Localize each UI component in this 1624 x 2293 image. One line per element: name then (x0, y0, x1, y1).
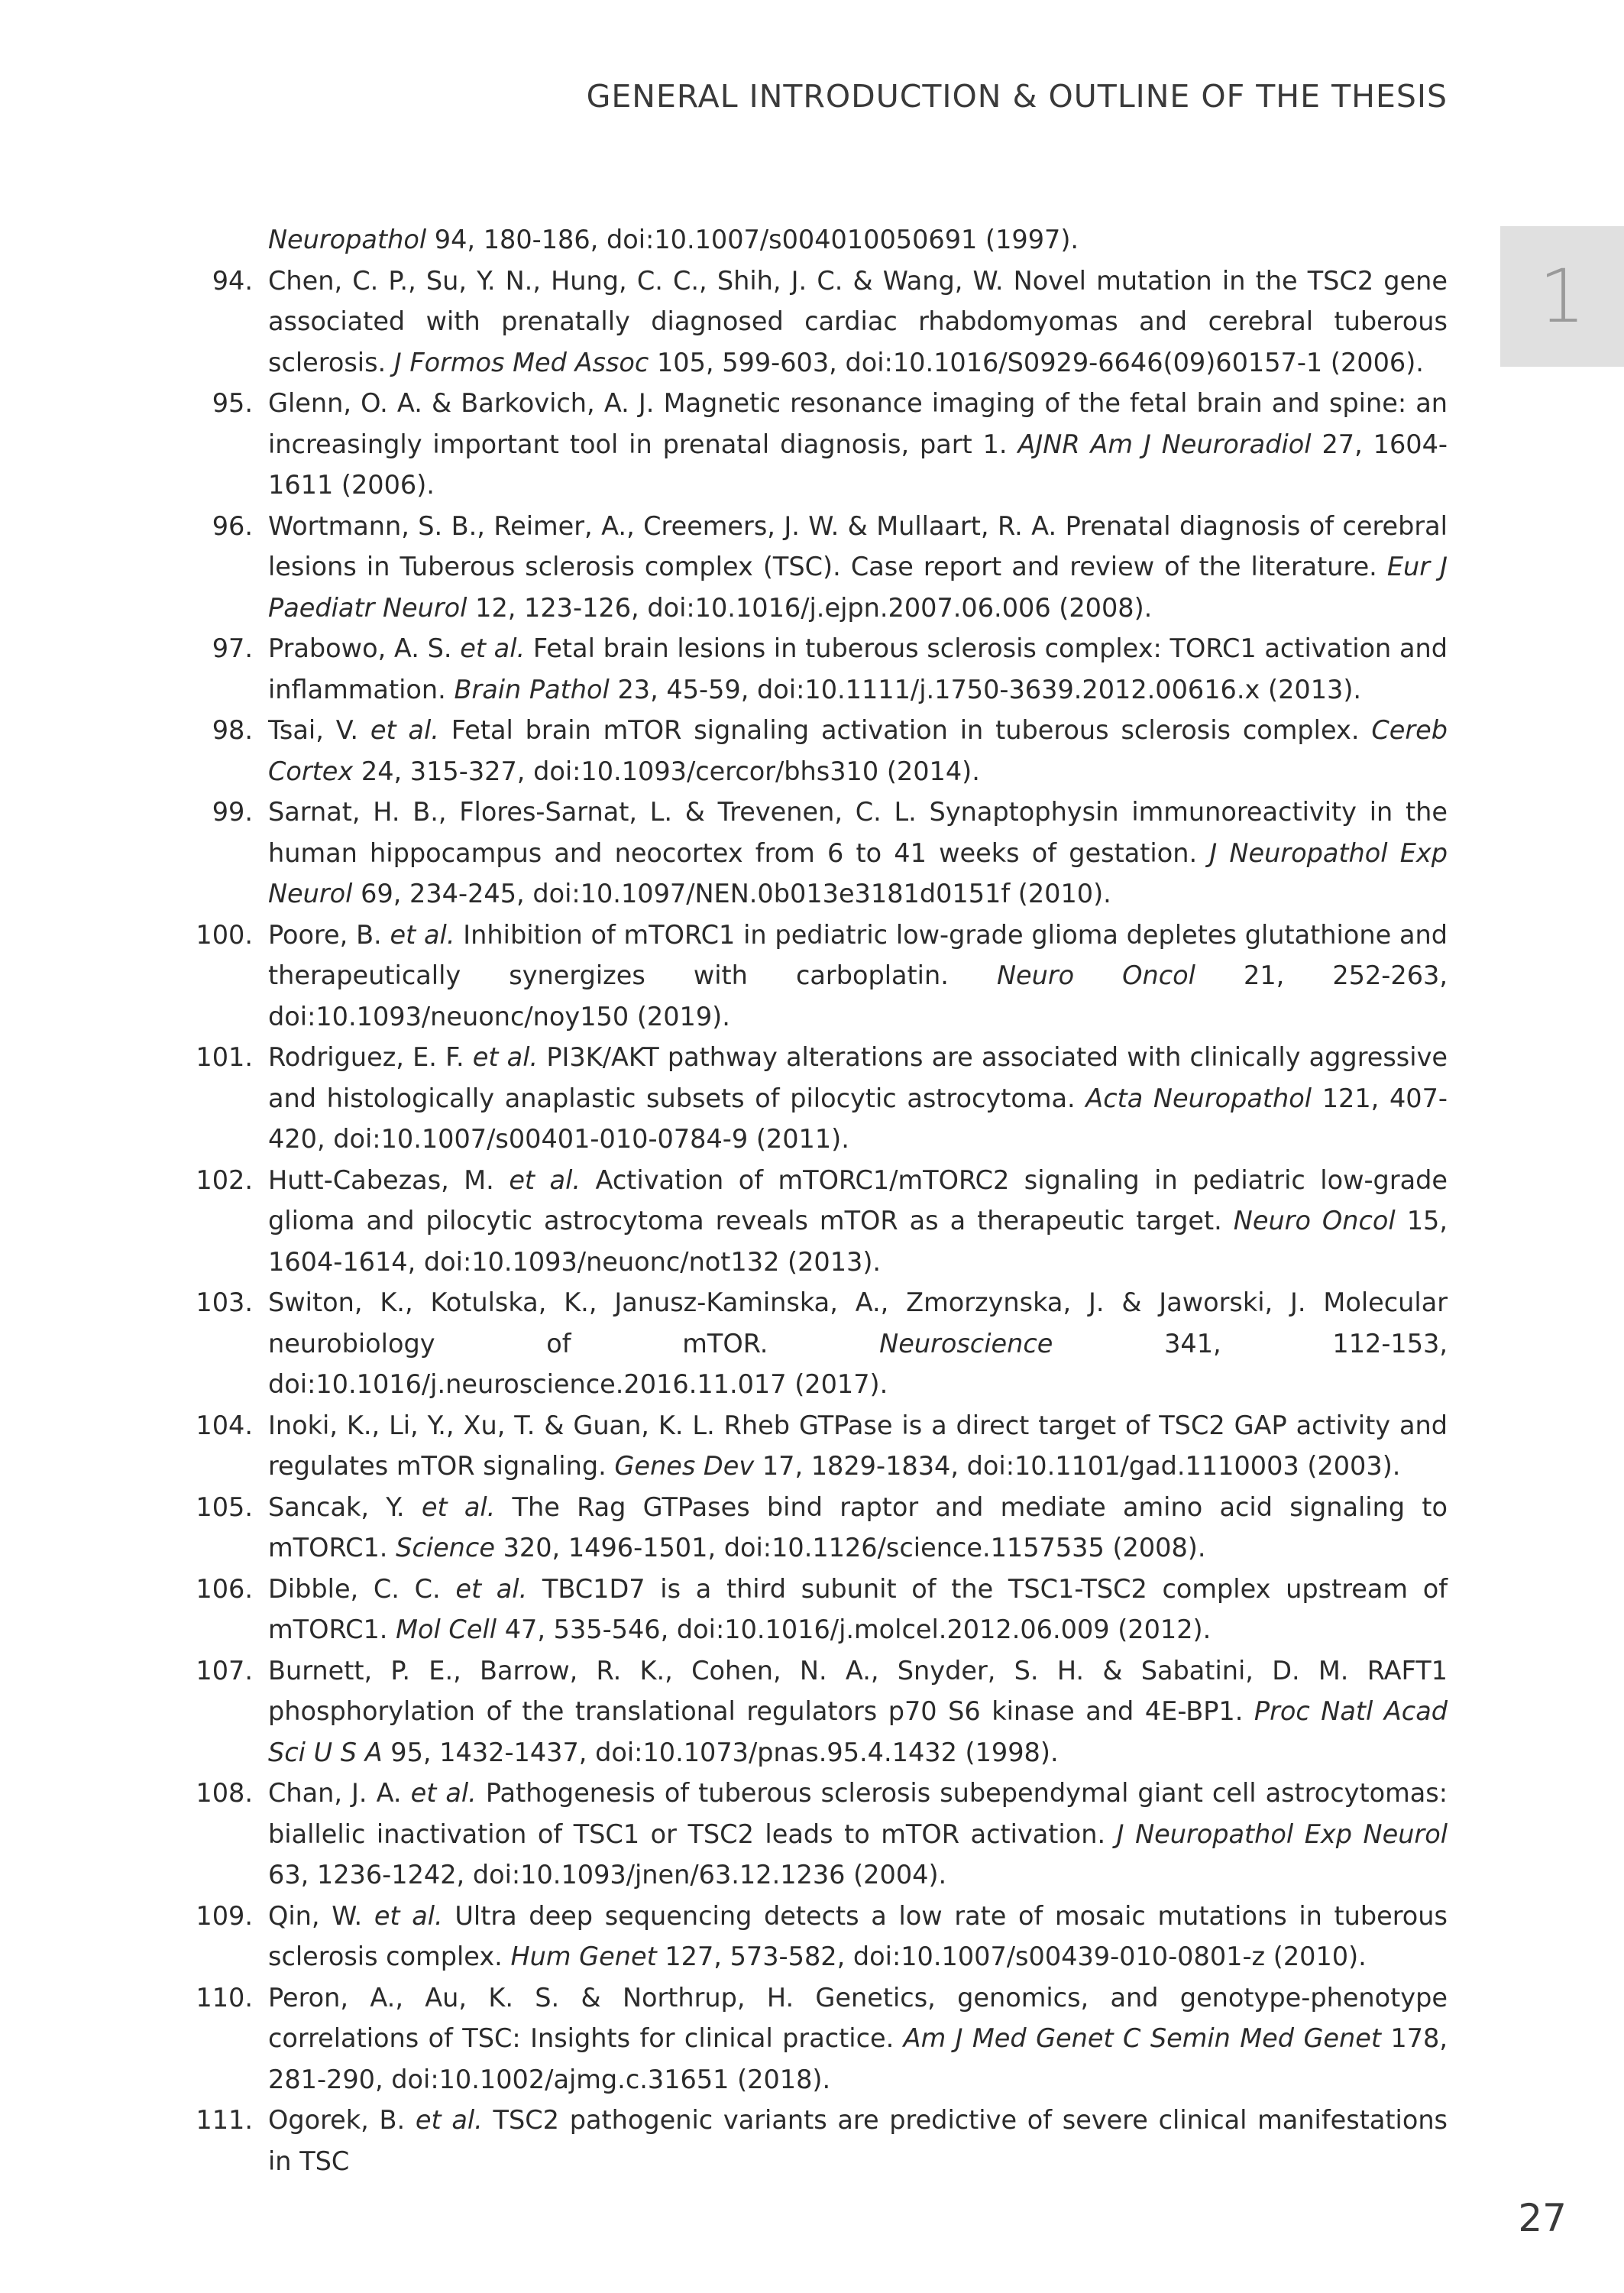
reference-segment: 17, 1829-1834, doi:10.1101/gad.1110003 (2003). (754, 1451, 1401, 1481)
reference-text (253, 1487, 1448, 1569)
reference-text (253, 1977, 1448, 2100)
reference-segment: PI3K/AKT pathway alterations are associated with clinically aggressive and histologically anaplastic subsets of pilocytic astrocytoma. (268, 1042, 1448, 1113)
reference-segment: 95, 1432-1437, doi:10.1073/pnas.95.4.1432 (1998). (382, 1737, 1059, 1767)
reference-italic-segment: Neuro Oncol (1233, 1206, 1396, 1236)
reference-segment: Ogorek, B. (268, 2105, 416, 2135)
reference-text (253, 506, 1448, 629)
reference-italic-segment: et al. (374, 1900, 443, 1931)
reference-italic-segment: Eur J Paediatr Neurol (268, 552, 1448, 623)
reference-text (253, 710, 1448, 792)
reference-number: 100. (196, 919, 253, 950)
reference-text (253, 261, 1448, 384)
reference-segment: 24, 315-327, doi:10.1093/cercor/bhs310 (2014). (353, 756, 980, 786)
reference-segment: Inoki, K., Li, Y., Xu, T. & Guan, K. L. Rheb GTPase is a direct target of TSC2 GAP activity and regulates mTOR signaling. (268, 1410, 1448, 1481)
reference-number: 101. (196, 1042, 253, 1072)
reference-segment: 178, 281-290, doi:10.1002/ajmg.c.31651 (2018). (268, 2023, 1448, 2094)
reference-text (253, 1037, 1448, 1160)
reference-text (253, 1405, 1448, 1487)
reference-number: 104. (196, 1410, 253, 1440)
reference-segment: Peron, A., Au, K. S. & Northrup, H. Genetics, genomics, and genotype-phenotype correlations of TSC: Insights for clinical practice. (268, 1982, 1448, 2053)
reference-segment: Wortmann, S. B., Reimer, A., Creemers, J. W. & Mullaart, R. A. Prenatal diagnosis of cerebral lesions in Tuberous sclerosis complex (TSC). Case report and review of the literature. (268, 510, 1448, 581)
reference-text (253, 1160, 1448, 1283)
reference-segment: Glenn, O. A. & Barkovich, A. J. Magnetic resonance imaging of the fetal brain and spine: an increasingly important tool in prenatal diagnosis, part 1. (268, 388, 1448, 459)
reference-italic-segment: Proc Natl Acad Sci U S A (268, 1696, 1448, 1767)
reference-number: 98. (212, 715, 253, 745)
chapter-number: 1 (1538, 254, 1586, 339)
reference-segment: Chan, J. A. (268, 1778, 411, 1808)
reference-segment: 105, 599-603, doi:10.1016/S0929-6646(09)60157-1 (2006). (649, 347, 1424, 377)
reference-italic-segment: et al. (370, 715, 439, 745)
reference-segment: Prabowo, A. S. (268, 633, 461, 663)
reference-item (181, 1773, 1448, 1896)
reference-segment: Ultra deep sequencing detects a low rate of mosaic mutations in tuberous sclerosis complex. (268, 1900, 1448, 1971)
reference-italic-segment: Science (396, 1533, 495, 1563)
reference-segment: 47, 535-546, doi:10.1016/j.molcel.2012.06.009 (2012). (497, 1614, 1212, 1644)
reference-text (253, 792, 1448, 915)
reference-italic-segment: Cereb Cortex (268, 715, 1448, 786)
reference-text (253, 1650, 1448, 1773)
reference-item (181, 1977, 1448, 2100)
reference-italic-segment: et al. (421, 1491, 496, 1522)
reference-text (253, 1569, 1448, 1650)
reference-segment: 320, 1496-1501, doi:10.1126/science.1157535 (2008). (494, 1533, 1206, 1563)
reference-italic-segment: J Formos Med Assoc (393, 347, 649, 377)
reference-segment: Inhibition of mTORC1 in pediatric low-grade glioma depletes glutathione and therapeutically synergizes with carboplatin. (268, 919, 1448, 990)
reference-item (181, 1896, 1448, 1977)
reference-number: 109. (196, 1900, 253, 1931)
page-number: 27 (1518, 2196, 1567, 2240)
reference-italic-segment: Genes Dev (614, 1451, 755, 1481)
reference-text (181, 219, 1448, 261)
reference-italic-segment: Acta Neuropathol (1085, 1083, 1312, 1113)
reference-italic-segment: Am J Med Genet C Semin Med Genet (903, 2023, 1381, 2053)
reference-item (181, 1569, 1448, 1650)
reference-segment: 94, 180-186, doi:10.1007/s004010050691 (1997). (426, 225, 1079, 254)
reference-italic-segment: et al. (455, 1573, 528, 1604)
reference-italic-segment: Neuropathol (268, 225, 427, 254)
reference-item (181, 2100, 1448, 2181)
reference-number: 103. (196, 1287, 253, 1317)
reference-number: 108. (196, 1778, 253, 1808)
chapter-tab (1500, 226, 1624, 367)
reference-text (253, 628, 1448, 710)
reference-segment: 127, 573-582, doi:10.1007/s00439-010-0801-z (2010). (656, 1942, 1367, 1971)
reference-segment: Qin, W. (268, 1900, 374, 1931)
reference-segment: 23, 45-59, doi:10.1111/j.1750-3639.2012.00616.x (2013). (609, 674, 1362, 704)
reference-item (181, 792, 1448, 915)
reference-segment: Activation of mTORC1/mTORC2 signaling in pediatric low-grade glioma and pilocytic astrocytoma reveals mTOR as a therapeutic target. (268, 1164, 1448, 1236)
reference-text (253, 1896, 1448, 1977)
reference-segment: TBC1D7 is a third subunit of the TSC1-TSC2 complex upstream of mTORC1. (268, 1573, 1448, 1644)
reference-segment: The Rag GTPases bind raptor and mediate amino acid signaling to mTORC1. (268, 1491, 1448, 1563)
reference-item (181, 1650, 1448, 1773)
reference-list (181, 219, 1448, 2181)
reference-number: 106. (196, 1573, 253, 1604)
reference-item (181, 1160, 1448, 1283)
reference-number: 97. (212, 633, 253, 663)
reference-segment: Poore, B. (268, 919, 390, 950)
reference-item (181, 1037, 1448, 1160)
reference-italic-segment: J Neuropathol Exp Neurol (268, 837, 1448, 908)
reference-italic-segment: et al. (460, 633, 526, 663)
reference-segment: Hutt-Cabezas, M. (268, 1164, 510, 1195)
reference-italic-segment: et al. (509, 1164, 581, 1195)
reference-segment: 341, 112-153, doi:10.1016/j.neuroscience.2016.11.017 (2017). (268, 1328, 1448, 1399)
reference-italic-segment: J Neuropathol Exp Neurol (1116, 1819, 1448, 1849)
reference-number: 99. (212, 797, 253, 827)
reference-italic-segment: Mol Cell (396, 1614, 497, 1644)
reference-segment: Chen, C. P., Su, Y. N., Hung, C. C., Shih, J. C. & Wang, W. Novel mutation in the TSC2 gene associated with prenatally diagnosed cardiac rhabdomyomas and cerebral tuberous sclerosis. (268, 265, 1448, 377)
reference-italic-segment: et al. (472, 1042, 539, 1072)
reference-item (181, 915, 1448, 1038)
reference-segment: Sarnat, H. B., Flores-Sarnat, L. & Trevenen, C. L. Synaptophysin immunoreactivity in the human hippocampus and neocortex from 6 to 41 weeks of gestation. (268, 797, 1448, 868)
reference-segment: 69, 234-245, doi:10.1097/NEN.0b013e3181d0151f (2010). (352, 879, 1111, 908)
reference-italic-segment: Neuro Oncol (996, 960, 1195, 990)
reference-text (253, 2100, 1448, 2181)
reference-segment: 21, 252-263, doi:10.1093/neuonc/noy150 (2019). (268, 960, 1448, 1032)
reference-italic-segment: AJNR Am J Neuroradiol (1017, 429, 1312, 459)
reference-italic-segment: et al. (415, 2105, 483, 2135)
reference-item (181, 1282, 1448, 1405)
reference-segment: 12, 123-126, doi:10.1016/j.ejpn.2007.06.006 (2008). (467, 592, 1153, 623)
running-header: GENERAL INTRODUCTION & OUTLINE OF THE THESIS (586, 78, 1448, 115)
reference-segment: Switon, K., Kotulska, K., Janusz-Kaminska, A., Zmorzynska, J. & Jaworski, J. Molecular neurobiology of mTOR. (268, 1287, 1448, 1359)
reference-segment: Pathogenesis of tuberous sclerosis subependymal giant cell astrocytomas: biallelic inactivation of TSC1 or TSC2 leads to mTOR activation. (268, 1778, 1448, 1849)
reference-segment: Burnett, P. E., Barrow, R. K., Cohen, N. A., Snyder, S. H. & Sabatini, D. M. RAFT1 phosphorylation of the translational regulators p70 S6 kinase and 4E-BP1. (268, 1655, 1448, 1726)
reference-segment: 15, 1604-1614, doi:10.1093/neuonc/not132 (2013). (268, 1206, 1448, 1277)
reference-item (181, 710, 1448, 792)
reference-segment: 63, 1236-1242, doi:10.1093/jnen/63.12.1236 (2004). (268, 1860, 947, 1890)
reference-text (253, 1773, 1448, 1896)
reference-number: 110. (196, 1982, 253, 2013)
reference-segment: 121, 407-420, doi:10.1007/s00401-010-0784-9 (2011). (268, 1083, 1448, 1154)
reference-item (181, 628, 1448, 710)
reference-segment: Rodriguez, E. F. (268, 1042, 473, 1072)
reference-number: 107. (196, 1655, 253, 1686)
reference-text (253, 1282, 1448, 1405)
reference-segment: 27, 1604-1611 (2006). (268, 429, 1448, 500)
reference-item (181, 383, 1448, 506)
reference-number: 94. (212, 265, 253, 296)
reference-number: 96. (212, 510, 253, 541)
reference-italic-segment: Hum Genet (510, 1942, 657, 1971)
reference-segment: TSC2 pathogenic variants are predictive of severe clinical manifestations in TSC (268, 2105, 1448, 2176)
reference-text (253, 915, 1448, 1038)
reference-segment: Dibble, C. C. (268, 1573, 456, 1604)
reference-number: 111. (196, 2105, 253, 2135)
reference-item (181, 261, 1448, 384)
reference-segment: Fetal brain lesions in tuberous sclerosis complex: TORC1 activation and inflammation. (268, 633, 1448, 704)
reference-number: 102. (196, 1164, 253, 1195)
reference-item (181, 219, 1448, 261)
reference-number: 105. (196, 1491, 253, 1522)
reference-text (253, 383, 1448, 506)
reference-item (181, 1405, 1448, 1487)
reference-item (181, 1487, 1448, 1569)
reference-italic-segment: Neuroscience (879, 1328, 1053, 1359)
reference-italic-segment: et al. (390, 919, 455, 950)
reference-italic-segment: Brain Pathol (454, 674, 610, 704)
reference-segment: Fetal brain mTOR signaling activation in tuberous sclerosis complex. (438, 715, 1372, 745)
reference-number: 95. (212, 388, 253, 418)
reference-segment: Tsai, V. (268, 715, 370, 745)
reference-segment: Sancak, Y. (268, 1491, 422, 1522)
reference-item (181, 506, 1448, 629)
reference-italic-segment: et al. (410, 1778, 477, 1808)
